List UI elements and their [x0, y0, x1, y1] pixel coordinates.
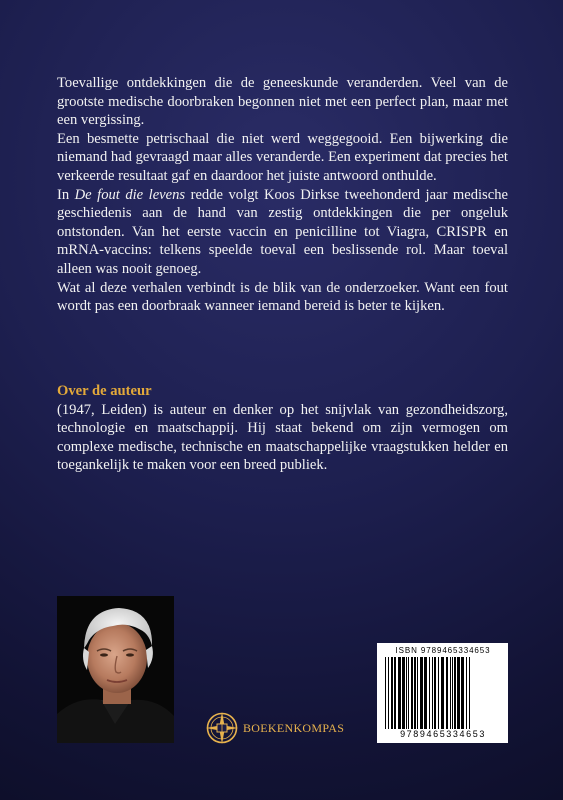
compass-rose-icon [205, 711, 239, 745]
blurb-paragraph-1: Toevallige ontdekkingen die de geneeskunde veranderden. Veel van de grootste medische doorbraken begonnen niet met een perfect plan, maar met een vergissing. [57, 75, 508, 129]
isbn-barcode [377, 643, 508, 743]
barcode-bar [402, 657, 405, 729]
barcode-bar [450, 657, 451, 729]
barcode-bar [394, 657, 396, 729]
barcode-bar [429, 657, 430, 729]
barcode-bar [398, 657, 401, 729]
book-title-italic: De fout die levens [74, 186, 186, 203]
blurb-p3-prefix: In [57, 186, 75, 203]
barcode-bar [457, 657, 460, 729]
barcode-bar [469, 657, 470, 729]
barcode-bar [406, 657, 407, 729]
ean-digits: 9789465334653 [400, 729, 486, 739]
blurb-p3-rest: redde volgt Koos Dirkse tweehonderd jaar medische geschiedenis aan de hand van zestig ontdekkingen die per ongeluk ontstonden. Van het eerste vaccin en penicilline tot Viagra, CRISPR en mRNA-vaccins: telkens speelde toeval een beslissende rol. Maar toeval alleen was nooit genoeg. [57, 186, 508, 277]
blurb-paragraph-4: Wat al deze verhalen verbindt is de blik van de onderzoeker. Want een fout wordt pas een doorbraak wanneer iemand bereid is beter te kijken. [57, 279, 508, 315]
blurb-paragraph-2: Een besmette petrischaal die niet werd weggegooid. Een bijwerking die niemand had gevraagd maar alles veranderde. Een experiment dat precies het verkeerde resultaat gaf en daardoor het juiste antwoord onthulde. [57, 130, 508, 184]
barcode-bar [454, 657, 456, 729]
barcode-bars [383, 657, 503, 729]
barcode-bar [438, 657, 439, 729]
author-section [57, 382, 508, 475]
barcode-bar [411, 657, 413, 729]
barcode-bar [408, 657, 409, 729]
barcode-bar [388, 657, 389, 729]
barcode-bar [391, 657, 393, 729]
barcode-bar [452, 657, 453, 729]
barcode-bar [420, 657, 423, 729]
barcode-bar [441, 657, 444, 729]
barcode-bar [385, 657, 386, 729]
back-cover-blurb [57, 74, 508, 316]
barcode-bar [446, 657, 448, 729]
publisher-name: BOEKENKOMPAS [243, 720, 345, 735]
author-photo [57, 596, 174, 743]
blurb-paragraph-3 [57, 186, 508, 279]
barcode-bar [461, 657, 464, 729]
barcode-bar [434, 657, 436, 729]
publisher-logo [205, 711, 344, 745]
barcode-bar [466, 657, 467, 729]
isbn-label: ISBN 9789465334653 [395, 646, 491, 655]
barcode-bar [432, 657, 433, 729]
barcode-bar [424, 657, 427, 729]
author-heading: Over de auteur [57, 383, 152, 399]
author-bio: (1947, Leiden) is auteur en denker op het snijvlak van gezondheidszorg, technologie en maatschappij. Hij staat bekend om zijn vermogen om complexe medische, technische en maatschappelijke vraagstukken helder en toegankelijk te maken voor een breed publiek. [57, 401, 508, 474]
author-portrait-image [57, 596, 174, 743]
barcode-bar [414, 657, 416, 729]
barcode-bar [417, 657, 418, 729]
